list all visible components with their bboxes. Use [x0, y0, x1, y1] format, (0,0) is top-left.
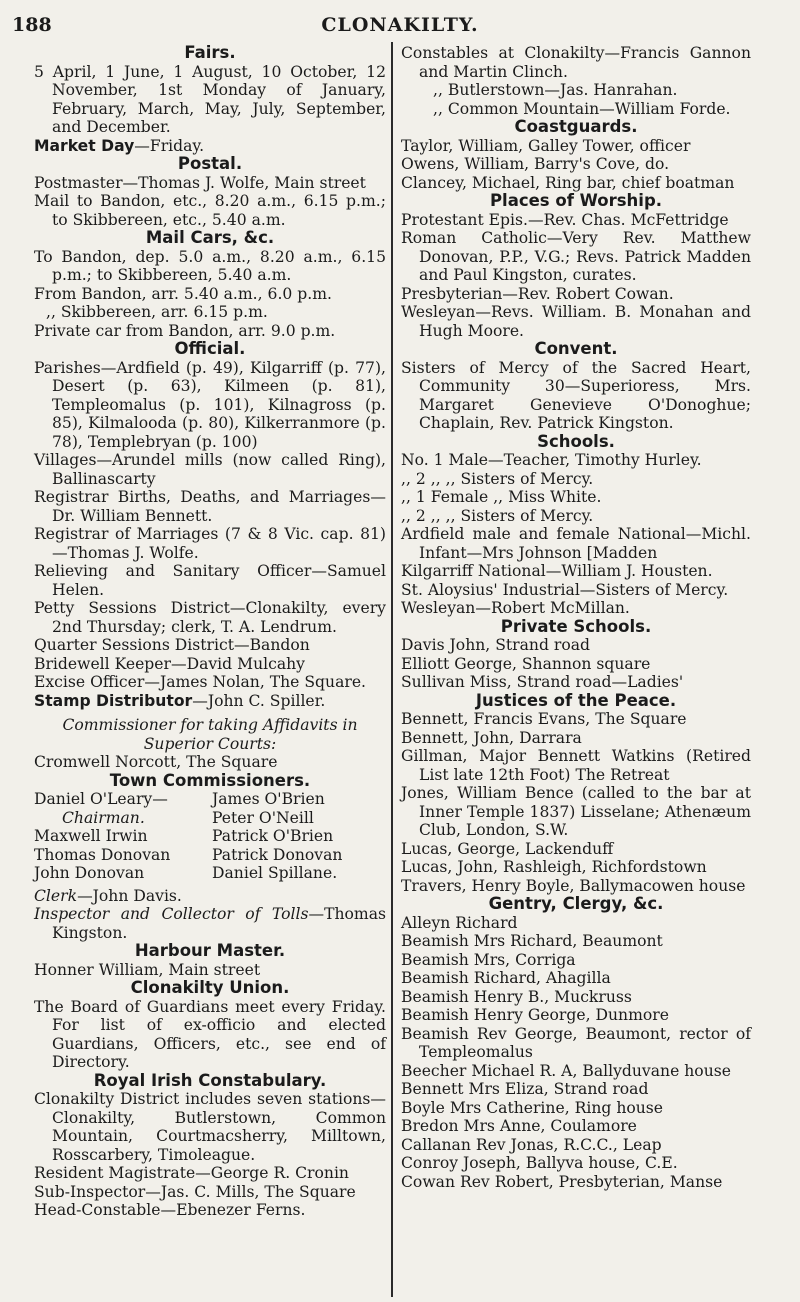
- gentry-line: Beecher Michael R. A, Ballyduvane house: [401, 1061, 731, 1080]
- commissioner-heading-2: Superior Courts:: [143, 734, 277, 753]
- union-heading: Clonakilty Union.: [130, 978, 290, 997]
- official-line: Petty Sessions District—Clonakilty, every 2nd Thursday; clerk, T. A. Lendrum.: [34, 599, 386, 636]
- gentry-line: Cowan Rev Robert, Presbyterian, Manse: [401, 1172, 723, 1191]
- justices-line: Travers, Henry Boyle, Ballymacowen house: [401, 876, 746, 895]
- clerk-entry: [34, 887, 386, 906]
- ric-heading: Royal Irish Constabulary.: [93, 1070, 327, 1090]
- official-line: Relieving and Sanitary Officer—Samuel Helen.: [34, 562, 386, 599]
- coastguards-heading: Coastguards.: [514, 117, 638, 136]
- schools-line: Ardfield male and female National—Michl. Infant—Mrs Johnson [Madden: [401, 525, 751, 562]
- clerk-label: Clerk: [34, 886, 78, 905]
- harbour-heading: Harbour Master.: [134, 941, 286, 960]
- justices-line: Lucas, George, Lackenduff: [401, 839, 614, 858]
- mail-cars-line: To Bandon, dep. 5.0 a.m., 8.20 a.m., 6.15 p.m.; to Skibbereen, 5.40 a.m.: [34, 247, 386, 284]
- commissioner-name: Patrick Donovan: [212, 845, 343, 864]
- coastguards-line: Clancey, Michael, Ring bar, chief boatman: [401, 173, 735, 192]
- schools-line: ,, 2 ,, ,, Sisters of Mercy.: [401, 506, 594, 525]
- constables-line: ,, Butlerstown—Jas. Hanrahan.: [433, 81, 678, 99]
- mail-cars-line: Private car from Bandon, arr. 9.0 p.m.: [34, 321, 336, 340]
- gentry-line: Boyle Mrs Catherine, Ring house: [401, 1098, 664, 1117]
- commissioner-role: Chairman.: [62, 808, 145, 827]
- ric-line: Sub-Inspector—Jas. C. Mills, The Square: [34, 1182, 356, 1201]
- worship-heading: Places of Worship.: [489, 191, 663, 210]
- constables-line: Constables at Clonakilty—Francis Gannon and Martin Clinch.: [401, 44, 751, 81]
- justices-line: Jones, William Bence (called to the bar at Inner Temple 1837) Lisselane; Athenæum Club, London, S.W.: [401, 784, 751, 839]
- inspector-value: —Thomas Kingston.: [52, 905, 386, 942]
- private-schools-line: Elliott George, Shannon square: [401, 654, 651, 673]
- gentry-line: Beamish Henry B., Muckruss: [401, 987, 632, 1006]
- gentry-line: Beamish Henry George, Dunmore: [401, 1006, 669, 1024]
- commissioner-heading: Commissioner for taking Affidavits in: [62, 716, 358, 734]
- official-line: Excise Officer—James Nolan, The Square.: [34, 673, 367, 691]
- official-line: Villages—Arundel mills (now called Ring), Ballinascarty: [34, 451, 386, 488]
- market-day-value: —Friday.: [134, 136, 205, 155]
- official-heading: Official.: [174, 339, 246, 358]
- justices-line: Gillman, Major Bennett Watkins (Retired List late 12th Foot) The Retreat: [401, 747, 751, 784]
- inspector-entry: [34, 905, 386, 942]
- commissioner-name: Daniel Spillane.: [212, 864, 338, 882]
- right-column: [401, 44, 751, 1191]
- page-header: [12, 12, 788, 40]
- gentry-heading: Gentry, Clergy, &c.: [488, 894, 664, 913]
- gentry-line: Beamish Mrs, Corriga: [401, 950, 576, 969]
- column-divider: [391, 42, 393, 1297]
- mail-cars-line: From Bandon, arr. 5.40 a.m., 6.0 p.m.: [34, 284, 332, 303]
- official-line: Registrar Births, Deaths, and Marriages—Dr. William Bennett.: [34, 488, 386, 525]
- gentry-line: Beamish Richard, Ahagilla: [401, 969, 611, 987]
- fairs-heading: Fairs.: [184, 43, 236, 62]
- official-line: Quarter Sessions District—Bandon: [34, 636, 310, 654]
- commissioner-name: Peter O'Neill: [212, 808, 314, 827]
- ric-line: Resident Magistrate—George R. Cronin: [34, 1164, 349, 1182]
- schools-line: ,, 1 Female ,, Miss White.: [401, 488, 602, 506]
- page-title: CLONAKILTY.: [321, 14, 479, 36]
- official-line: Registrar of Marriages (7 & 8 Vic. cap. 81)—Thomas J. Wolfe.: [34, 525, 386, 562]
- official-line: Bridewell Keeper—David Mulcahy: [34, 654, 305, 673]
- official-line: Parishes—Ardfield (p. 49), Kilgarriff (p. 77), Desert (p. 63), Kilmeen (p. 81), Templeomalus (p. 101), Kilnagross (p. 85), Kilmalooda (p. 80), Kilkerranmore (p. 78), Templebryan (p. 100): [34, 358, 386, 451]
- justices-line: Lucas, John, Rashleigh, Richfordstown: [401, 858, 707, 876]
- postal-line: Postmaster—Thomas J. Wolfe, Main street: [34, 173, 366, 192]
- commissioner-name: Cromwell Norcott, The Square: [34, 753, 278, 771]
- postal-line: Mail to Bandon, etc., 8.20 a.m., 6.15 p.m.; to Skibbereen, etc., 5.40 a.m.: [34, 192, 386, 229]
- private-schools-heading: Private Schools.: [500, 616, 652, 636]
- commissioner-name: Daniel O'Leary—: [34, 790, 168, 808]
- worship-line: Protestant Epis.—Rev. Chas. McFettridge: [401, 210, 729, 229]
- mail-cars-heading: Mail Cars, &c.: [145, 228, 275, 247]
- constables-line: ,, Common Mountain—William Forde.: [433, 99, 731, 118]
- schools-line: No. 1 Male—Teacher, Timothy Hurley.: [401, 451, 702, 469]
- justices-line: Bennett, Francis Evans, The Square: [401, 710, 687, 728]
- coastguards-line: Taylor, William, Galley Tower, officer: [401, 136, 691, 155]
- schools-line: St. Aloysius' Industrial—Sisters of Mercy.: [401, 580, 729, 599]
- stamp-distributor-label: Stamp Distributor: [34, 691, 193, 710]
- gentry-line: Alleyn Richard: [401, 913, 518, 932]
- clerk-value: —John Davis.: [77, 886, 182, 905]
- postal-heading: Postal.: [177, 154, 243, 173]
- schools-heading: Schools.: [537, 431, 615, 451]
- ric-line: Head-Constable—Ebenezer Ferns.: [34, 1201, 306, 1219]
- fairs-text: 5 April, 1 June, 1 August, 10 October, 12 November, 1st Monday of January, February, March, May, July, September, and December.: [34, 62, 386, 136]
- stamp-distributor-entry: [34, 692, 386, 711]
- private-schools-line: Sullivan Miss, Strand road—Ladies': [401, 673, 684, 691]
- commissioner-name: John Donovan: [34, 864, 145, 882]
- mail-cars-line: ,, Skibbereen, arr. 6.15 p.m.: [46, 303, 268, 321]
- gentry-line: Beamish Mrs Richard, Beaumont: [401, 932, 663, 950]
- town-commissioners-heading: Town Commissioners.: [109, 770, 311, 790]
- worship-line: Wesleyan—Revs. William. B. Monahan and Hugh Moore.: [401, 303, 751, 340]
- worship-line: Roman Catholic—Very Rev. Matthew Donovan, P.P., V.G.; Revs. Patrick Madden and Paul Kingston, curates.: [401, 229, 751, 284]
- schools-line: ,, 2 ,, ,, Sisters of Mercy.: [401, 469, 594, 488]
- justices-line: Bennett, John, Darrara: [401, 728, 582, 747]
- town-commissioners-list: [34, 790, 386, 883]
- worship-line: Presbyterian—Rev. Robert Cowan.: [401, 284, 674, 303]
- private-schools-line: Davis John, Strand road: [401, 636, 590, 654]
- commissioner-name: Patrick O'Brien: [212, 827, 334, 845]
- gentry-line: Bennett Mrs Eliza, Strand road: [401, 1080, 649, 1098]
- inspector-label: Inspector and Collector of Tolls: [34, 905, 309, 923]
- schools-line: Kilgarriff National—William J. Housten.: [401, 562, 713, 580]
- union-line: The Board of Guardians meet every Friday. For list of ex-officio and elected Guardians, Officers, etc., see end of Directory.: [34, 997, 386, 1071]
- left-column: [34, 44, 386, 1220]
- commissioner-name: Thomas Donovan: [34, 845, 171, 864]
- schools-line: Wesleyan—Robert McMillan.: [401, 599, 630, 617]
- commissioner-name: Maxwell Irwin: [34, 827, 148, 845]
- coastguards-line: Owens, William, Barry's Cove, do.: [401, 155, 670, 173]
- convent-heading: Convent.: [534, 339, 618, 358]
- gentry-line: Beamish Rev George, Beaumont, rector of Templeomalus: [401, 1024, 751, 1061]
- stamp-distributor-value: —John C. Spiller.: [192, 691, 326, 710]
- gentry-line: Callanan Rev Jonas, R.C.C., Leap: [401, 1135, 662, 1154]
- market-day-label: Market Day: [34, 136, 135, 155]
- harbour-line: Honner William, Main street: [34, 960, 261, 979]
- gentry-line: Conroy Joseph, Ballyva house, C.E.: [401, 1154, 678, 1172]
- market-day-entry: [34, 137, 386, 156]
- convent-line: Sisters of Mercy of the Sacred Heart, Community 30—Superioress, Mrs. Margaret Genevieve O'Donoghue; Chaplain, Rev. Patrick Kingston.: [401, 358, 751, 432]
- gentry-line: Bredon Mrs Anne, Coulamore: [401, 1117, 637, 1135]
- ric-line: Clonakilty District includes seven stations—Clonakilty, Butlerstown, Common Mountain, Courtmacsherry, Milltown, Rosscarbery, Timoleague.: [34, 1090, 386, 1164]
- justices-heading: Justices of the Peace.: [475, 690, 677, 710]
- page-number: 188: [12, 14, 52, 36]
- commissioner-name: James O'Brien: [212, 790, 325, 808]
